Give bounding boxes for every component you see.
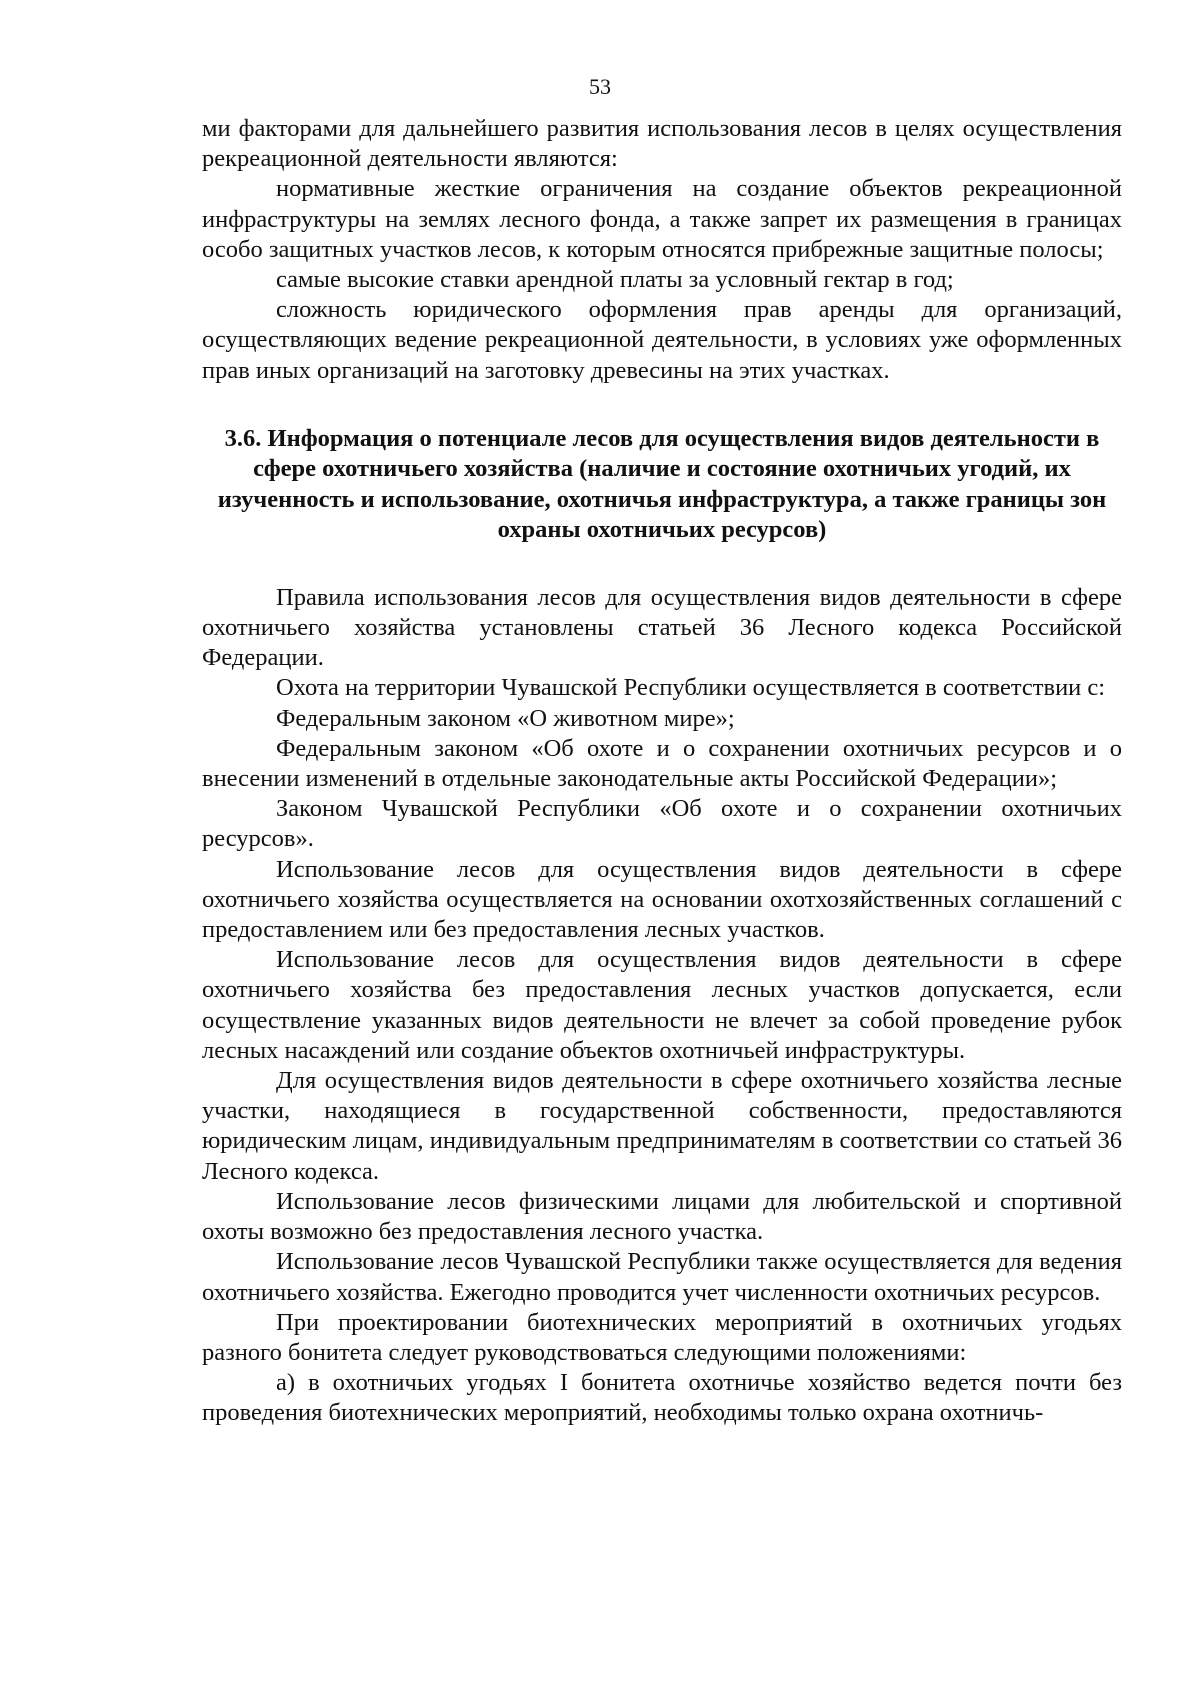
paragraph: Использование лесов физическими лицами для любительской и спортивной охоты возможно без предоставления лесного участка. [202, 1187, 1122, 1246]
document-body [202, 114, 1122, 1429]
paragraph: При проектировании биотехнических мероприятий в охотничьих угодьях разного бонитета следует руководствоваться следующими положениями: [202, 1308, 1122, 1366]
paragraph: сложность юридического оформления прав аренды для организаций, осуществляющих ведение рекреационной деятельности, в условиях уже оформленных прав иных организаций на заготовку древесины на этих участках. [202, 296, 1122, 384]
paragraph: Использование лесов для осуществления видов деятельности в сфере охотничьего хозяйства осуществляется на основании охотхозяйственных соглашений с предоставлением или без предоставления лесных участков. [202, 855, 1122, 944]
page-number: 53 [589, 74, 611, 99]
paragraph: Законом Чувашской Республики «Об охоте и о сохранении охотничьих ресурсов». [202, 795, 1122, 853]
paragraph: нормативные жесткие ограничения на создание объектов рекреационной инфраструктуры на землях лесного фонда, а также запрет их размещения в границах особо защитных участков лесов, к которым относятся прибрежные защитные полосы; [202, 175, 1122, 263]
paragraph: а) в охотничьих угодьях I бонитета охотничье хозяйство ведется почти без проведения биотехнических мероприятий, необходимы только охрана охотничь- [202, 1369, 1122, 1427]
section-heading: 3.6. Информация о потенциале лесов для осуществления видов деятельности в сфере охотничьего хозяйства (наличие и состояние охотничьих угодий, их изученность и использование, охотничья инфраструктура, а также границы зон охраны охотничьих ресурсов) [217, 424, 1107, 544]
paragraph: самые высокие ставки арендной платы за условный гектар в год; [276, 266, 954, 294]
paragraph: Охота на территории Чувашской Республики осуществляется в соответствии с: [276, 674, 1106, 702]
paragraph: Правила использования лесов для осуществления видов деятельности в сфере охотничьего хозяйства установлены статьей 36 Лесного кодекса Российской Федерации. [202, 583, 1122, 672]
paragraph: Федеральным законом «Об охоте и о сохранении охотничьих ресурсов и о внесении изменений в отдельные законодательные акты Российской Федерации»; [202, 734, 1122, 793]
paragraph: Использование лесов для осуществления видов деятельности в сфере охотничьего хозяйства без предоставления лесных участков допускается, если осуществление указанных видов деятельности не влечет за собой проведение рубок лесных насаждений или создание объектов охотничьей инфраструктуры. [202, 946, 1122, 1064]
paragraph: ми факторами для дальнейшего развития использования лесов в целях осуществления рекреационной деятельности являются: [202, 115, 1122, 173]
paragraph: Федеральным законом «О животном мире»; [276, 704, 735, 732]
paragraph: Использование лесов Чувашской Республики также осуществляется для ведения охотничьего хозяйства. Ежегодно проводится учет численности охотничьих ресурсов. [202, 1248, 1122, 1306]
paragraph: Для осуществления видов деятельности в сфере охотничьего хозяйства лесные участки, находящиеся в государственной собственности, предоставляются юридическим лицам, индивидуальным предпринимателям в соответствии со статьей 36 Лесного кодекса. [202, 1067, 1122, 1185]
